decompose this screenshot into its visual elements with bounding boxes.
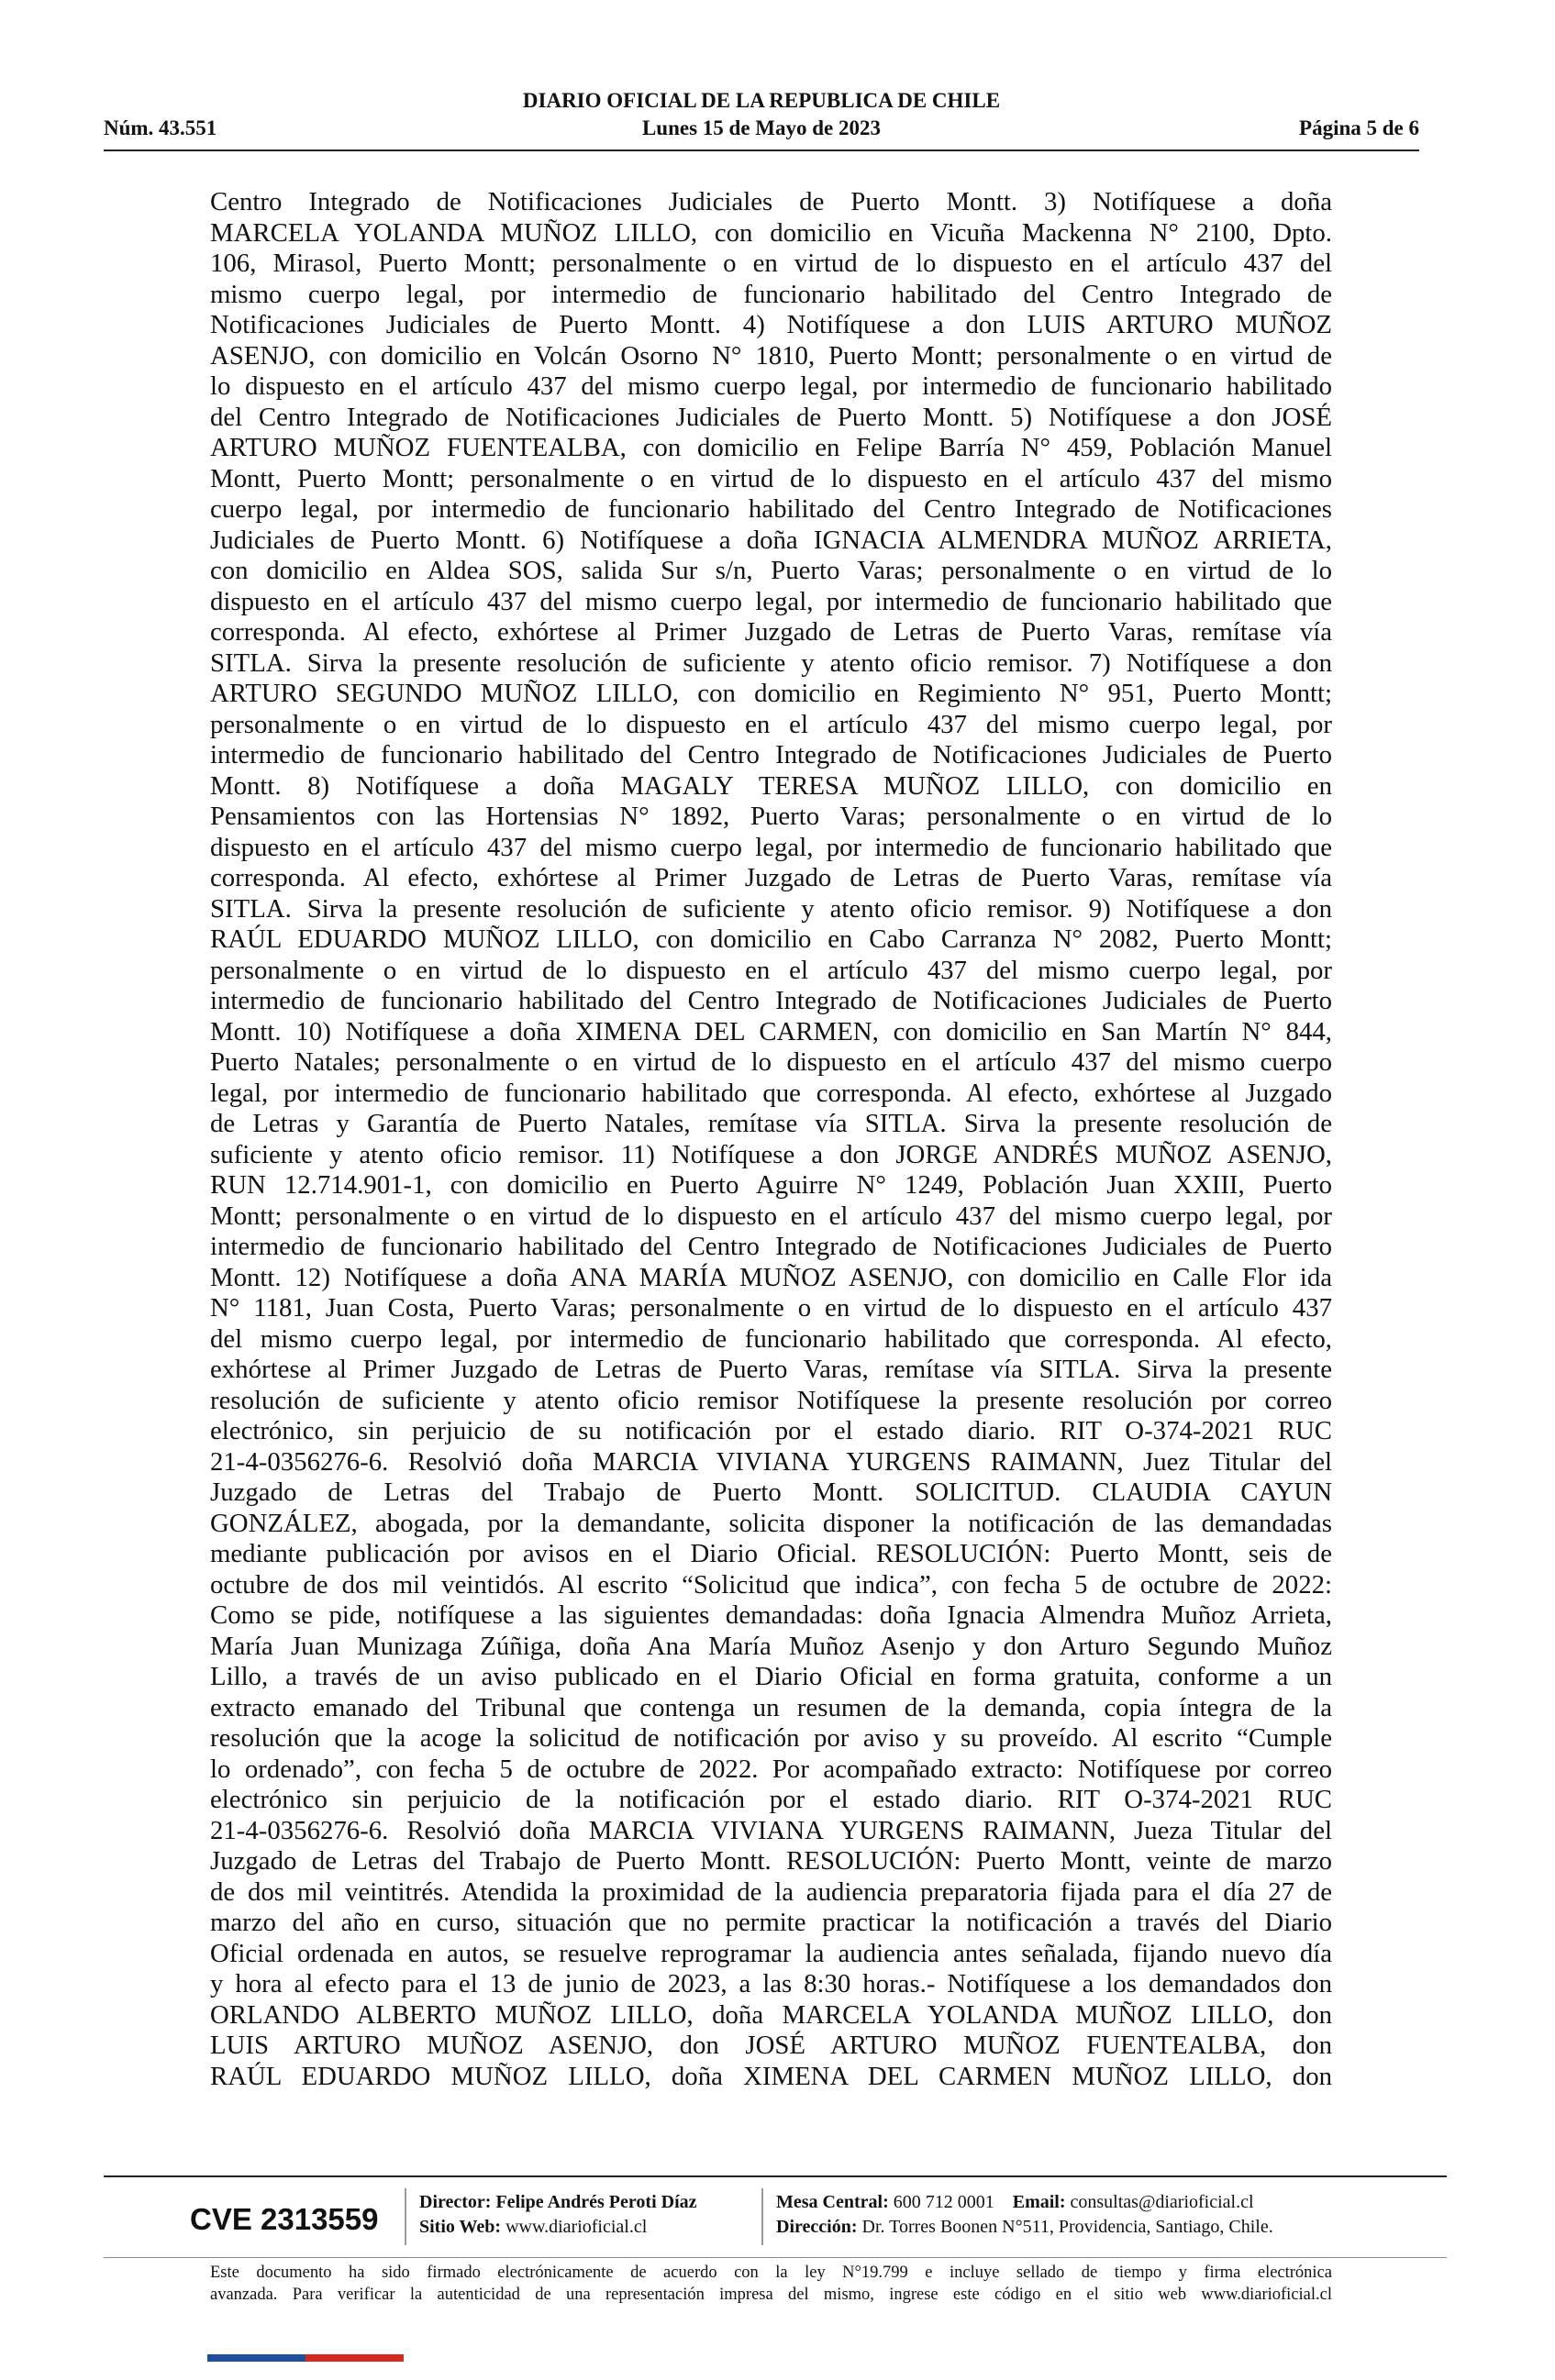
- footer-note-divider: [104, 2257, 1447, 2258]
- body-line: dispuesto en el artículo 437 del mismo cuerpo legal, por intermedio de funcionario habilitado que: [210, 586, 1332, 616]
- body-line: intermedio de funcionario habilitado del Centro Integrado de Notificaciones Judiciales de Puerto: [210, 1232, 1332, 1261]
- body-line: RAÚL EDUARDO MUÑOZ LILLO, doña XIMENA DEL CARMEN MUÑOZ LILLO, don: [210, 2061, 1332, 2091]
- page-header: [104, 87, 1419, 142]
- body-line: MARCELA YOLANDA MUÑOZ LILLO, con domicilio en Vicuña Mackenna N° 2100, Dpto.: [210, 217, 1332, 248]
- body-line: 21-4-0356276-6. Resolvió doña MARCIA VIVIANA YURGENS RAIMANN, Jueza Titular del: [210, 1815, 1332, 1845]
- body-line: ASENJO, con domicilio en Volcán Osorno N° 1810, Puerto Montt; personalmente o en virtud de: [210, 340, 1332, 371]
- body-line: resolución de suficiente y atento oficio remisor Notifíquese la presente resolución por correo: [210, 1385, 1332, 1415]
- publication-title: DIARIO OFICIAL DE LA REPUBLICA DE CHILE: [522, 89, 1001, 112]
- email-link[interactable]: consultas@diarioficial.cl: [1070, 2192, 1254, 2212]
- header-divider: [104, 149, 1419, 151]
- body-line: resolución que la acoge la solicitud de notificación por aviso y su proveído. Al escrito “Cumple: [210, 1723, 1332, 1753]
- body-line: Montt. 12) Notifíquese a doña ANA MARÍA MUÑOZ ASENJO, con domicilio en Calle Flor ida: [210, 1262, 1332, 1292]
- body-line: María Juan Munizaga Zúñiga, doña Ana María Muñoz Asenjo y don Arturo Segundo Muñoz: [210, 1631, 1332, 1661]
- body-line: Montt, Puerto Montt; personalmente o en virtud de lo dispuesto en el artículo 437 del mismo: [210, 463, 1332, 493]
- body-line: Montt. 10) Notifíquese a doña XIMENA DEL CARMEN, con domicilio en San Martín N° 844,: [210, 1016, 1332, 1046]
- body-line: exhórtese al Primer Juzgado de Letras de Puerto Varas, remítase vía SITLA. Sirva la presente: [210, 1355, 1332, 1384]
- address-value: Dr. Torres Boonen N°511, Providencia, Santiago, Chile.: [861, 2217, 1273, 2237]
- body-line: Como se pide, notifíquese a las siguientes demandadas: doña Ignacia Almendra Muñoz Arrieta,: [210, 1600, 1332, 1630]
- body-line: legal, por intermedio de funcionario habilitado que corresponda. Al efecto, exhórtese al Juzgado: [210, 1078, 1332, 1108]
- mesa-phone: 600 712 0001: [893, 2192, 994, 2212]
- body-line: electrónico, sin perjuicio de su notificación por el estado diario. RIT O-374-2021 RUC: [210, 1416, 1332, 1445]
- cve-code: CVE 2313559: [190, 2202, 379, 2236]
- body-line: electrónico sin perjuicio de la notificación por el estado diario. RIT O-374-2021 RUC: [210, 1785, 1332, 1814]
- footer-separator: [761, 2188, 763, 2245]
- body-line: Pensamientos con las Hortensias N° 1892, Puerto Varas; personalmente o en virtud de lo: [210, 802, 1332, 831]
- body-line: Centro Integrado de Notificaciones Judiciales de Puerto Montt. 3) Notifíquese a doña: [210, 187, 1332, 216]
- body-line: RUN 12.714.901-1, con domicilio en Puerto Aguirre N° 1249, Población Juan XXIII, Puerto: [210, 1170, 1332, 1200]
- body-line: Juzgado de Letras del Trabajo de Puerto Montt. SOLICITUD. CLAUDIA CAYUN: [210, 1478, 1332, 1507]
- body-line: con domicilio en Aldea SOS, salida Sur s/n, Puerto Varas; personalmente o en virtud de lo: [210, 556, 1332, 585]
- body-line: 21-4-0356276-6. Resolvió doña MARCIA VIVIANA YURGENS RAIMANN, Juez Titular del: [210, 1446, 1332, 1477]
- body-line: Puerto Natales; personalmente o en virtud de lo dispuesto en el artículo 437 del mismo cuerpo: [210, 1047, 1332, 1077]
- body-line: SITLA. Sirva la presente resolución de suficiente y atento oficio remisor. 9) Notifíquese a don: [210, 893, 1332, 924]
- body-line: del Centro Integrado de Notificaciones Judiciales de Puerto Montt. 5) Notifíquese a don JOSÉ: [210, 402, 1332, 432]
- body-line: ORLANDO ALBERTO MUÑOZ LILLO, doña MARCELA YOLANDA MUÑOZ LILLO, don: [210, 1999, 1332, 2030]
- body-line: ARTURO MUÑOZ FUENTEALBA, con domicilio en Felipe Barría N° 459, Población Manuel: [210, 433, 1332, 462]
- body-line: intermedio de funcionario habilitado del Centro Integrado de Notificaciones Judiciales de Puerto: [210, 740, 1332, 769]
- site-link[interactable]: www.diarioficial.cl: [505, 2217, 648, 2237]
- body-line: lo ordenado”, con fecha 5 de octubre de 2022. Por acompañado extracto: Notifíquese por correo: [210, 1754, 1332, 1784]
- issue-number: Núm. 43.551: [104, 116, 217, 139]
- footer-director-block: [419, 2190, 697, 2240]
- body-line: Montt; personalmente o en virtud de lo dispuesto en el artículo 437 del mismo cuerpo legal, por: [210, 1201, 1332, 1231]
- body-line: lo dispuesto en el artículo 437 del mismo cuerpo legal, por intermedio de funcionario habilitado: [210, 371, 1332, 401]
- body-line: SITLA. Sirva la presente resolución de suficiente y atento oficio remisor. 7) Notifíquese a don: [210, 648, 1332, 678]
- body-line: extracto emanado del Tribunal que contenga un resumen de la demanda, copia íntegra de la: [210, 1692, 1332, 1722]
- signature-note-line: Este documento ha sido firmado electrónicamente de acuerdo con la ley N°19.799 e incluye sellado de tiempo y firma electrónica: [210, 2264, 1332, 2282]
- body-line: dispuesto en el artículo 437 del mismo cuerpo legal, por intermedio de funcionario habilitado que: [210, 832, 1332, 862]
- flag-blue-segment: [207, 2354, 305, 2362]
- body-line: personalmente o en virtud de lo dispuesto en el artículo 437 del mismo cuerpo legal, por: [210, 709, 1332, 739]
- body-line: Juzgado de Letras del Trabajo de Puerto Montt. RESOLUCIÓN: Puerto Montt, veinte de marzo: [210, 1846, 1332, 1876]
- body-line: mismo cuerpo legal, por intermedio de funcionario habilitado del Centro Integrado de: [210, 279, 1332, 309]
- body-line: mediante publicación por avisos en el Diario Oficial. RESOLUCIÓN: Puerto Montt, seis de: [210, 1539, 1332, 1568]
- director-label: Director:: [419, 2192, 492, 2212]
- body-line: Oficial ordenada en autos, se resuelve reprogramar la audiencia antes señalada, fijando nuevo día: [210, 1938, 1332, 1968]
- body-line: de Letras y Garantía de Puerto Natales, remítase vía SITLA. Sirva la presente resolución de: [210, 1109, 1332, 1138]
- header-meta-row: [104, 115, 1419, 142]
- body-line: LUIS ARTURO MUÑOZ ASENJO, don JOSÉ ARTURO MUÑOZ FUENTEALBA, don: [210, 2031, 1332, 2060]
- address-label: Dirección:: [776, 2217, 858, 2237]
- body-line: GONZÁLEZ, abogada, por la demandante, solicita disponer la notificación de las demandadas: [210, 1508, 1332, 1538]
- body-line: personalmente o en virtud de lo dispuesto en el artículo 437 del mismo cuerpo legal, por: [210, 955, 1332, 985]
- footer-separator: [405, 2188, 406, 2245]
- footer-divider: [104, 2175, 1447, 2177]
- chile-flag-bar: [207, 2354, 404, 2362]
- signature-note-line: avanzada. Para verificar la autenticidad de una representación impresa del mismo, ingrese este código en el sitio web www.diarioficial.cl: [210, 2285, 1332, 2304]
- mesa-label: Mesa Central:: [776, 2192, 889, 2212]
- body-line: octubre de dos mil veintidós. Al escrito “Solicitud que indica”, con fecha 5 de octubre de 2022:: [210, 1569, 1332, 1600]
- body-line: Notificaciones Judiciales de Puerto Montt. 4) Notifíquese a don LUIS ARTURO MUÑOZ: [210, 310, 1332, 339]
- director-name: Felipe Andrés Peroti Díaz: [495, 2192, 697, 2212]
- page-number: Página 5 de 6: [1299, 116, 1419, 139]
- body-line: 106, Mirasol, Puerto Montt; personalmente o en virtud de lo dispuesto en el artículo 437 del: [210, 249, 1332, 278]
- body-line: suficiente y atento oficio remisor. 11) Notifíquese a don JORGE ANDRÉS MUÑOZ ASENJO,: [210, 1139, 1332, 1169]
- signature-note: [210, 2263, 1332, 2306]
- flag-red-segment: [305, 2354, 404, 2362]
- body-line: intermedio de funcionario habilitado del Centro Integrado de Notificaciones Judiciales de Puerto: [210, 986, 1332, 1015]
- email-label: Email:: [1012, 2192, 1066, 2212]
- footer-contact-block: [776, 2190, 1273, 2240]
- body-line: Judiciales de Puerto Montt. 6) Notifíquese a doña IGNACIA ALMENDRA MUÑOZ ARRIETA,: [210, 525, 1332, 555]
- body-line: Lillo, a través de un aviso publicado en el Diario Oficial en forma gratuita, conforme a un: [210, 1662, 1332, 1691]
- body-line: RAÚL EDUARDO MUÑOZ LILLO, con domicilio en Cabo Carranza N° 2082, Puerto Montt;: [210, 924, 1332, 954]
- body-line: y hora al efecto para el 13 de junio de 2023, a las 8:30 horas.- Notifíquese a los demandados don: [210, 1969, 1332, 1998]
- body-line: Montt. 8) Notifíquese a doña MAGALY TERESA MUÑOZ LILLO, con domicilio en: [210, 770, 1332, 801]
- body-line: corresponda. Al efecto, exhórtese al Primer Juzgado de Letras de Puerto Varas, remítase vía: [210, 863, 1332, 892]
- body-line: de dos mil veintitrés. Atendida la proximidad de la audiencia preparatoria fijada para el día 27 de: [210, 1876, 1332, 1907]
- body-line: ARTURO SEGUNDO MUÑOZ LILLO, con domicilio en Regimiento N° 951, Puerto Montt;: [210, 679, 1332, 708]
- document-body: [210, 187, 1332, 2092]
- body-line: N° 1181, Juan Costa, Puerto Varas; personalmente o en virtud de lo dispuesto en el artículo 437: [210, 1293, 1332, 1323]
- body-line: cuerpo legal, por intermedio de funcionario habilitado del Centro Integrado de Notificaciones: [210, 494, 1332, 524]
- site-label: Sitio Web:: [419, 2217, 502, 2237]
- body-line: marzo del año en curso, situación que no permite practicar la notificación a través del Diario: [210, 1908, 1332, 1937]
- issue-date: Lunes 15 de Mayo de 2023: [641, 116, 882, 139]
- body-line: corresponda. Al efecto, exhórtese al Primer Juzgado de Letras de Puerto Varas, remítase vía: [210, 617, 1332, 647]
- body-line: del mismo cuerpo legal, por intermedio de funcionario habilitado que corresponda. Al efecto,: [210, 1323, 1332, 1354]
